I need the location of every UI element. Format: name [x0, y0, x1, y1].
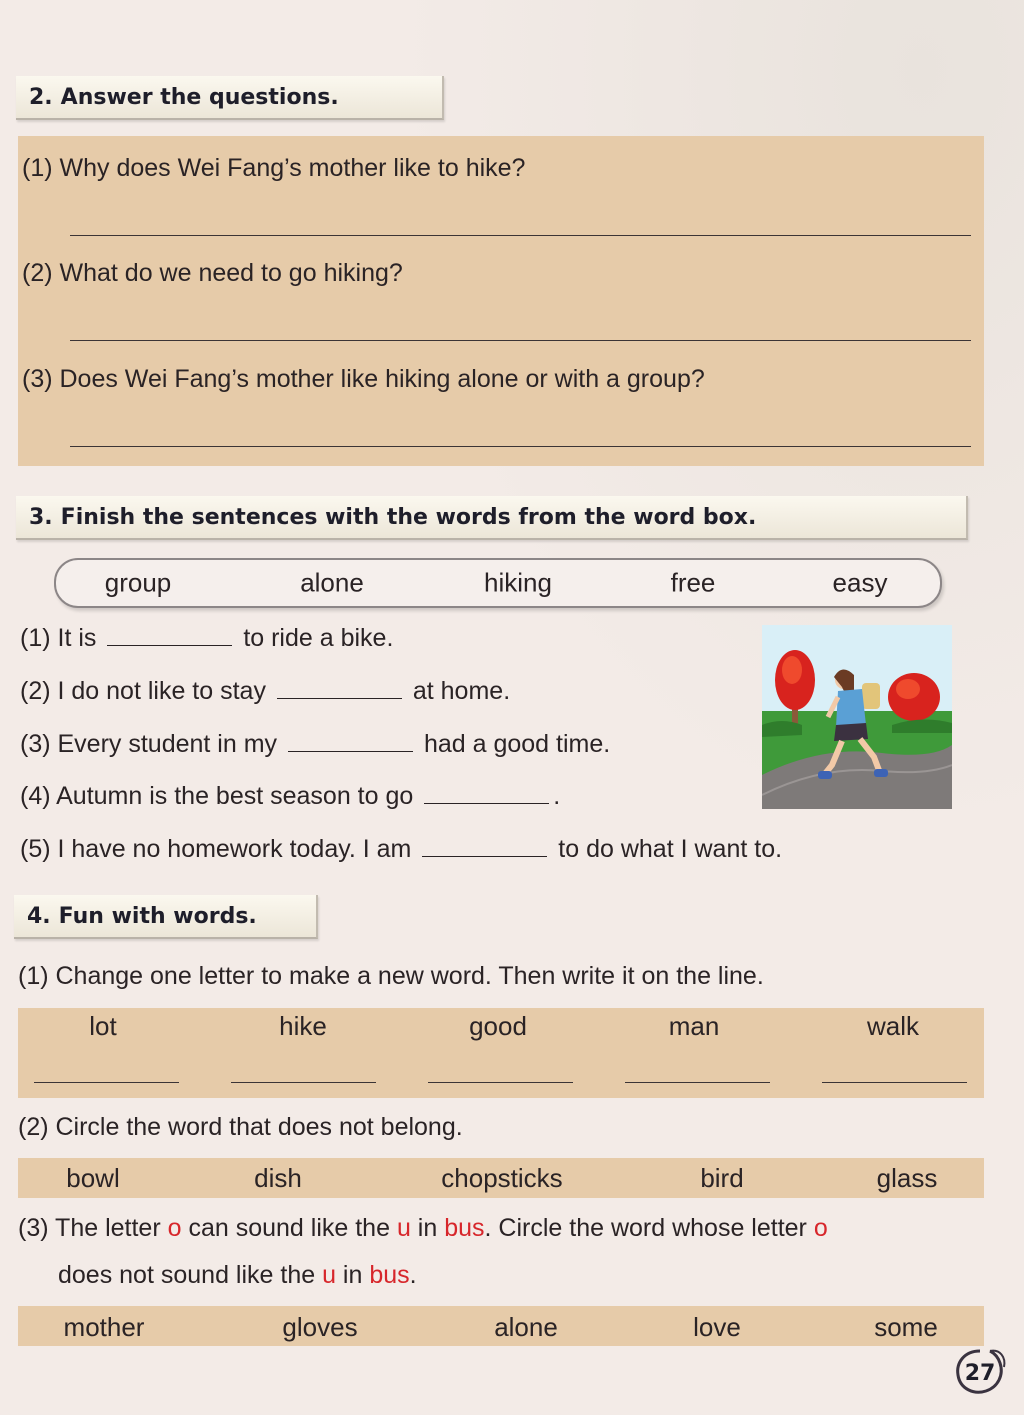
- text: in: [335, 1261, 370, 1289]
- highlight-word-bus: bus: [444, 1214, 485, 1242]
- section-2-title: Answer the questions.: [60, 85, 339, 110]
- odd-one-out-word[interactable]: dish: [254, 1163, 302, 1193]
- sentence-3-before: (3) Every student in my: [20, 730, 278, 758]
- new-word-line-3[interactable]: [428, 1082, 573, 1083]
- sentence-4-after: .: [553, 782, 561, 810]
- change-letter-word: lot: [89, 1011, 117, 1041]
- section-3-title: Finish the sentences with the words from the word box.: [60, 505, 757, 530]
- sentence-5: [20, 835, 782, 864]
- section-4-title: Fun with words.: [58, 904, 257, 929]
- change-letter-word: man: [668, 1011, 720, 1041]
- sentence-1: [20, 624, 393, 653]
- text: (3) The letter: [18, 1214, 168, 1242]
- answer-line-2[interactable]: [70, 340, 971, 341]
- fill-blank-5[interactable]: [422, 836, 547, 857]
- section-3-number: 3.: [29, 505, 53, 530]
- odd-one-out-word[interactable]: bird: [700, 1163, 744, 1193]
- fill-blank-1[interactable]: [107, 625, 232, 646]
- highlight-letter-u: u: [396, 1214, 411, 1242]
- section-4-number: 4.: [27, 904, 51, 929]
- sentence-4: [20, 782, 560, 811]
- section-4-header: [14, 895, 318, 939]
- sentence-2-after: at home.: [412, 677, 511, 705]
- letter-o-word[interactable]: mother: [63, 1312, 145, 1342]
- sentence-2-before: (2) I do not like to stay: [20, 677, 266, 705]
- sentence-2: [20, 677, 510, 706]
- answer-panel: [18, 136, 984, 466]
- change-letter-word: walk: [866, 1011, 920, 1041]
- sentence-5-before: (5) I have no homework today. I am: [20, 835, 412, 863]
- letter-o-word[interactable]: love: [693, 1312, 741, 1342]
- text: in: [410, 1214, 445, 1242]
- letter-o-word[interactable]: gloves: [282, 1312, 358, 1342]
- new-word-line-4[interactable]: [625, 1082, 770, 1083]
- sentence-3-after: had a good time.: [423, 730, 611, 758]
- word-box-item: free: [670, 567, 716, 598]
- sentence-4-before: (4) Autumn is the best season to go: [20, 782, 414, 810]
- question-3: (3) Does Wei Fang’s mother like hiking alone or with a group?: [22, 365, 705, 393]
- odd-one-out-word[interactable]: bowl: [66, 1163, 120, 1193]
- sentence-1-before: (1) It is: [20, 624, 97, 652]
- word-box-item: alone: [300, 567, 364, 598]
- highlight-word-bus: bus: [369, 1261, 410, 1289]
- part-3-instruction-line-1: [18, 1214, 828, 1243]
- new-word-line-5[interactable]: [822, 1082, 967, 1083]
- section-3-header: [16, 496, 968, 540]
- text: . Circle the word whose letter: [484, 1214, 814, 1242]
- section-2-number: 2.: [29, 85, 53, 110]
- answer-line-3[interactable]: [70, 446, 971, 447]
- word-box-item: easy: [832, 567, 888, 598]
- word-box-item: group: [104, 567, 172, 598]
- letter-o-word[interactable]: some: [874, 1312, 938, 1342]
- new-word-line-2[interactable]: [231, 1082, 376, 1083]
- highlight-letter-u: u: [322, 1261, 336, 1289]
- highlight-letter-o: o: [813, 1214, 828, 1242]
- word-box-item: hiking: [484, 567, 552, 598]
- fill-blank-2[interactable]: [277, 678, 402, 699]
- odd-one-out-word[interactable]: chopsticks: [441, 1163, 563, 1193]
- text: can sound like the: [181, 1214, 397, 1242]
- part-1-instruction: (1) Change one letter to make a new word. Then write it on the line.: [18, 962, 764, 990]
- highlight-letter-o: o: [167, 1214, 182, 1242]
- question-2: (2) What do we need to go hiking?: [22, 259, 403, 287]
- sentence-5-after: to do what I want to.: [558, 835, 783, 863]
- letter-o-word[interactable]: alone: [494, 1312, 558, 1342]
- section-2-header: [16, 76, 444, 120]
- page-number: 27: [964, 1360, 996, 1386]
- part-2-instruction: (2) Circle the word that does not belong.: [18, 1113, 463, 1141]
- fill-blank-3[interactable]: [288, 731, 413, 752]
- odd-one-out-word[interactable]: glass: [876, 1163, 938, 1193]
- sentence-1-after: to ride a bike.: [243, 624, 394, 652]
- part-3-instruction-line-2: [58, 1261, 417, 1290]
- question-1: (1) Why does Wei Fang’s mother like to hike?: [22, 154, 526, 182]
- sentence-3: [20, 730, 610, 759]
- change-letter-word: hike: [279, 1011, 327, 1041]
- new-word-line-1[interactable]: [34, 1082, 179, 1083]
- hiking-girl-illustration: [762, 625, 952, 809]
- text: .: [409, 1261, 417, 1289]
- fill-blank-4[interactable]: [424, 783, 549, 804]
- answer-line-1[interactable]: [70, 235, 971, 236]
- text: does not sound like the: [58, 1261, 323, 1289]
- change-letter-word: good: [469, 1011, 527, 1041]
